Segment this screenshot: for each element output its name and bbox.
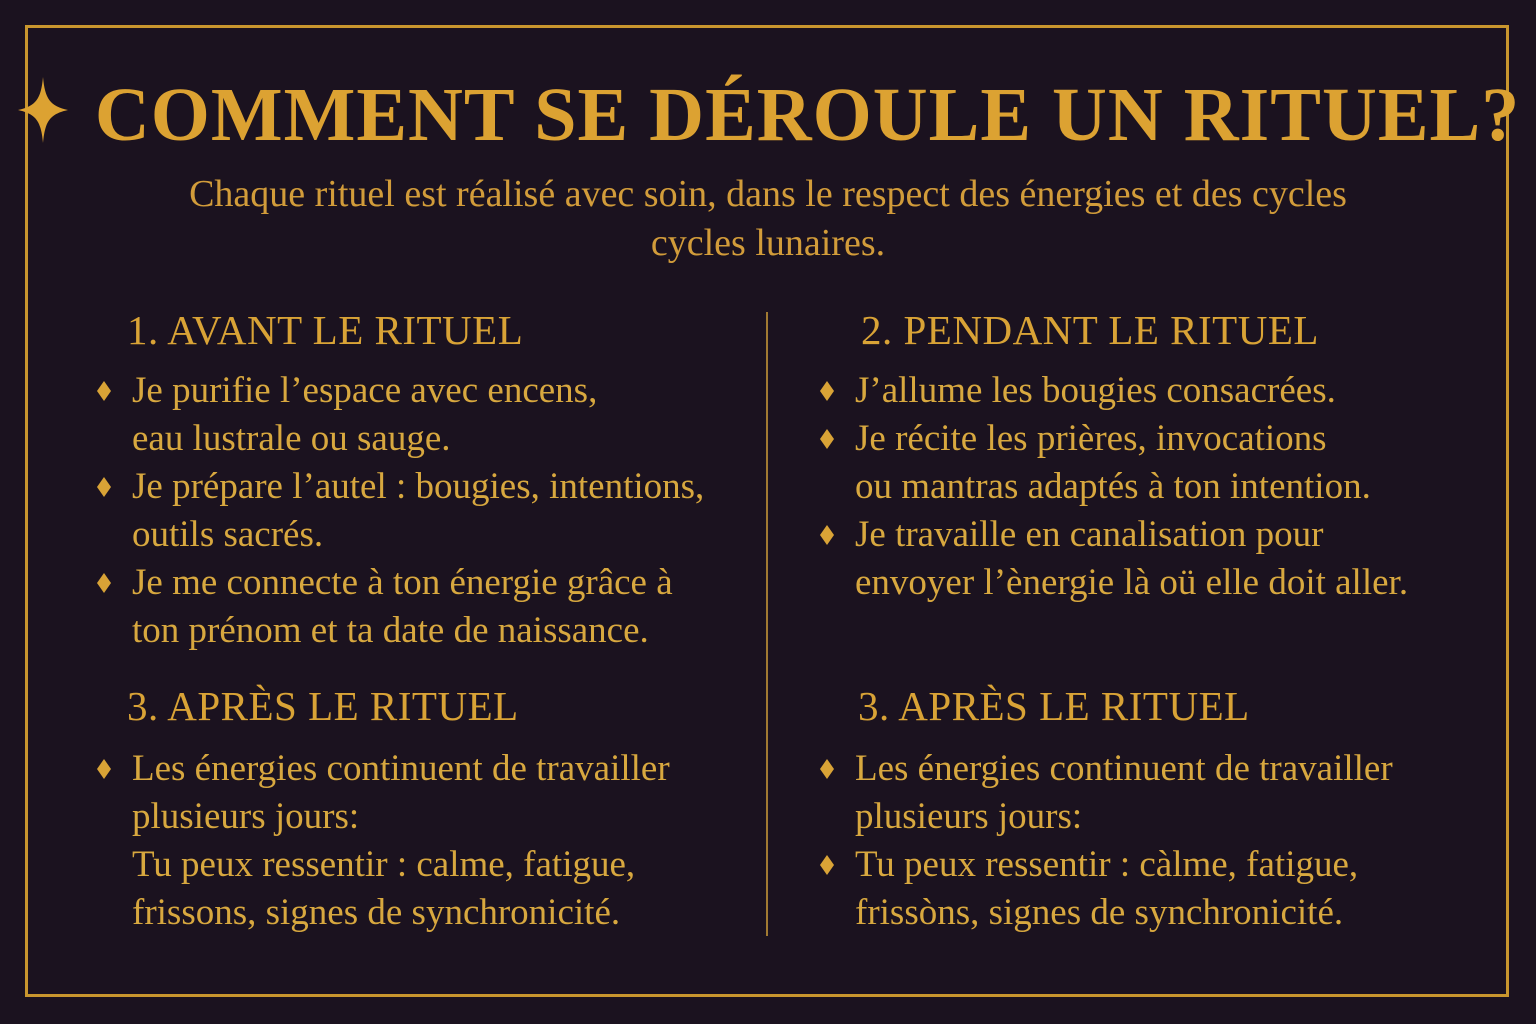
diamond-bullet-icon: [818, 756, 836, 782]
diamond-bullet-icon: [818, 852, 836, 878]
diamond-bullet-icon: [818, 426, 836, 452]
section-title-pendant: 2. PENDANT LE RITUEL: [861, 307, 1319, 353]
diamond-bullet-icon: [95, 756, 113, 782]
list-item: Je prépare l’autel : bougies, intentions, outils sacrés.: [92, 463, 704, 559]
header: [0, 72, 1536, 159]
page-title: COMMENT SE DÉROULE UN RITUEL?: [94, 73, 1521, 157]
diamond-bullet-icon: [818, 378, 836, 404]
list-item: Les énergies continuent de travailler plusieurs jours:: [815, 745, 1393, 841]
diamond-bullet-icon: [818, 522, 836, 548]
section-title-apres-right: 3. APRÈS LE RITUEL: [858, 683, 1250, 729]
diamond-bullet-icon: [95, 570, 113, 596]
list-item: J’allume les bougies consacrées.: [815, 367, 1408, 415]
list-item: Je purifie l’espace avec encens, eau lustrale ou sauge.: [92, 367, 704, 463]
column-divider: [766, 312, 768, 936]
section-list-pendant: [815, 367, 1408, 607]
section-list-apres-right: [815, 745, 1393, 937]
list-item: Les énergies continuent de travailler plusieurs jours:: [92, 745, 670, 841]
list-item-continuation: Tu peux ressentir : calme, fatigue, frissons, signes de synchronicité.: [132, 844, 636, 933]
intro-line-1: Chaque rituel est réalisé avec soin, dans le respect des énergies et des cycles: [189, 173, 1347, 215]
list-item: Tu peux ressentir : càlme, fatigue, frissòns, signes de synchronicité.: [815, 841, 1393, 937]
section-title-apres-left: 3. APRÈS LE RITUEL: [127, 683, 519, 729]
intro-text: [90, 170, 1446, 268]
section-title-avant: 1. AVANT LE RITUEL: [127, 307, 524, 353]
intro-line-2: cycles lunaires.: [650, 222, 886, 264]
section-list-avant: [92, 367, 704, 655]
list-item: Je récite les prières, invocations ou mantras adaptés à ton intention.: [815, 415, 1408, 511]
four-point-star-icon: [16, 75, 70, 145]
section-list-apres-left: [92, 745, 670, 937]
diamond-bullet-icon: [95, 474, 113, 500]
list-item: Je me connecte à ton énergie grâce à ton prénom et ta date de naissance.: [92, 559, 704, 655]
diamond-bullet-icon: [95, 378, 113, 404]
list-item: Je travaille en canalisation pour envoyer l’ènergie là oü elle doit aller.: [815, 511, 1408, 607]
